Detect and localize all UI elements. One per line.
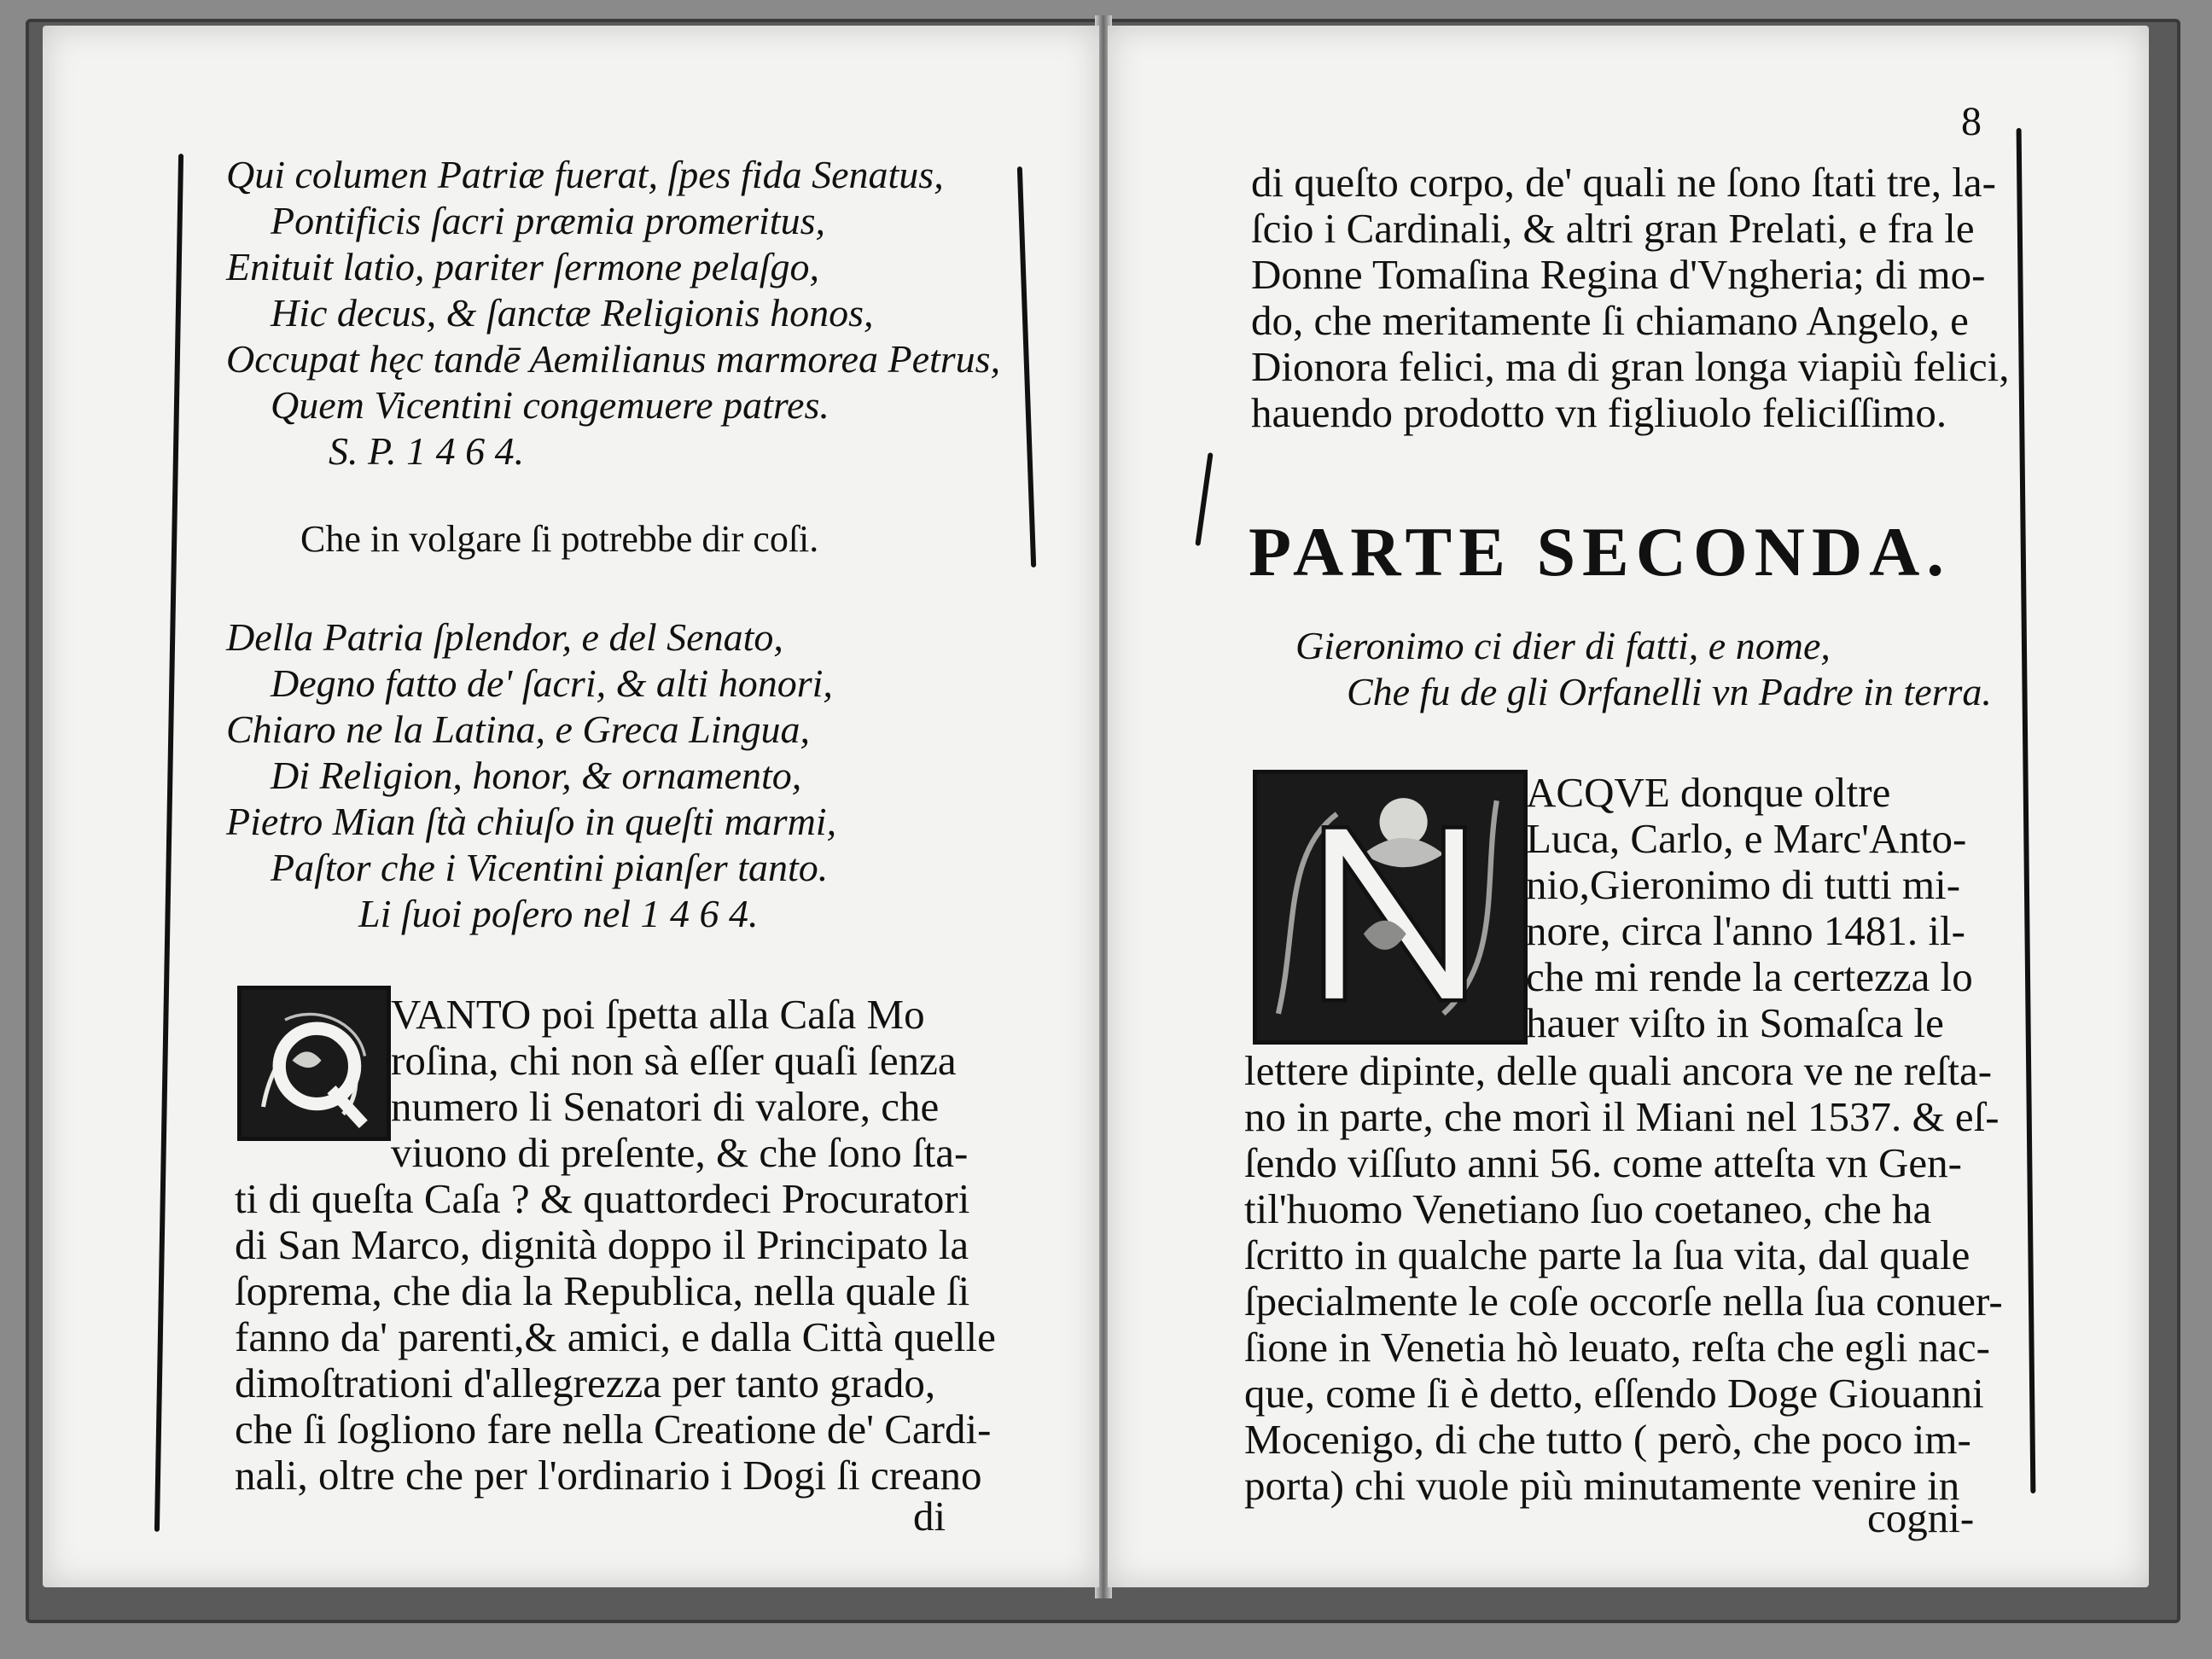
text-line: di San Marco, dignità doppo il Principato la	[235, 1221, 969, 1268]
drop-cap-n	[1253, 770, 1528, 1045]
text-line: ſcritto in qualche parte la ſua vita, dal quale	[1244, 1231, 1970, 1278]
text-line: Enituit latio, pariter ſermone pelaſgo,	[226, 245, 820, 288]
text-line: nali, oltre che per l'ordinario i Dogi ſi creano	[235, 1452, 982, 1499]
text-line: Luca, Carlo, e Marc'Anto-	[1526, 815, 1967, 862]
left-page	[43, 26, 1099, 1587]
text-line: VANTO poi ſpetta alla Caſa Mo	[391, 991, 925, 1038]
margin-pen-mark-left	[154, 154, 183, 1532]
text-line: numero li Senatori di valore, che	[391, 1083, 940, 1130]
text-line: nore, circa l'anno 1481. il-	[1526, 907, 1965, 954]
text-line: porta) chi vuole più minutamente venire in	[1244, 1462, 1960, 1509]
text-line: do, che meritamente ſi chiamano Angelo, e	[1251, 297, 1969, 344]
text-line: no in parte, che morì il Miani nel 1537. & eſ-	[1244, 1093, 2000, 1140]
text-line: Qui columen Patriæ fuerat, ſpes fida Senatus,	[226, 153, 944, 196]
text-line: Paſtor che i Vicentini pianſer tanto.	[271, 846, 829, 889]
text-line: ſpecialmente le coſe occorſe nella ſua conuer-	[1244, 1278, 2003, 1324]
right-page	[1108, 26, 2149, 1587]
text-line: Li ſuoi poſero nel 1 4 6 4.	[358, 892, 759, 935]
text-line: dimoſtrationi d'allegrezza per tanto grado,	[235, 1359, 936, 1406]
text-line: Dionora felici, ma di gran longa viapiù felici,	[1251, 343, 2010, 390]
text-line: roſina, chi non sà eſſer quaſi ſenza	[391, 1037, 957, 1084]
text-line: ſcio i Cardinali, & altri gran Prelati, e fra le	[1251, 205, 1975, 252]
text-line: nio,Gieronimo di tutti mi-	[1526, 861, 1961, 908]
text-line: Chiaro ne la Latina, e Greca Lingua,	[226, 707, 811, 751]
text-line: di queſto corpo, de' quali ne ſono ſtati tre, la-	[1251, 159, 1996, 206]
margin-pen-mark-right	[2017, 128, 2036, 1493]
text-line: hauendo prodotto vn figliuolo feliciſſimo.	[1251, 389, 1947, 436]
ornate-q-icon	[242, 990, 387, 1137]
text-line: Donne Tomaſina Regina d'Vngheria; di mo-	[1251, 251, 1986, 298]
text-line: ſione in Venetia hò leuato, reſta che egli nac-	[1244, 1324, 1990, 1371]
drop-cap-q	[237, 986, 391, 1141]
catchword: di	[913, 1493, 946, 1540]
margin-pen-mark-left	[1195, 452, 1213, 546]
intro-volgare: Che in volgare ſi potrebbe dir coſi.	[300, 518, 819, 560]
page-number: 8	[1961, 99, 1982, 144]
section-heading: PARTE SECONDA.	[1249, 513, 1951, 591]
text-line: que, come ſi è detto, eſſendo Doge Giouanni	[1244, 1370, 1984, 1417]
text-line: til'huomo Venetiano ſuo coetaneo, che ha	[1244, 1185, 1932, 1232]
text-line: Degno fatto de' ſacri, & alti honori,	[271, 661, 833, 705]
text-line: ACQVE donque oltre	[1526, 769, 1891, 816]
text-line: Pietro Mian ſtà chiuſo in queſti marmi,	[226, 800, 837, 843]
text-line: ſendo viſſuto anni 56. come atteſta vn Gen-	[1244, 1139, 1962, 1186]
text-line: Occupat hęc tandē Aemilianus marmorea Petrus,	[226, 337, 1001, 381]
text-line: lettere dipinte, delle quali ancora ve ne reſta-	[1244, 1047, 1993, 1094]
text-line: Hic decus, & ſanctæ Religionis honos,	[271, 291, 874, 335]
text-line: che ſi ſogliono fare nella Creatione de' Cardi-	[235, 1406, 992, 1452]
text-line: Che fu de gli Orfanelli vn Padre in terra.	[1347, 670, 1992, 713]
text-line: ti di queſta Caſa ? & quattordeci Procuratori	[235, 1175, 970, 1222]
text-line: fanno da' parenti,& amici, e dalla Città quelle	[235, 1313, 996, 1360]
text-line: Quem Vicentini congemuere patres.	[271, 383, 830, 427]
text-line: che mi rende la certezza lo	[1526, 953, 1973, 1000]
text-line: Gieronimo ci dier di fatti, e nome,	[1295, 624, 1831, 667]
text-line: S. P. 1 4 6 4.	[329, 429, 525, 473]
catchword: cogni-	[1867, 1494, 1975, 1541]
margin-pen-mark-right	[1017, 166, 1036, 568]
text-line: viuono di preſente, & che ſono ſta-	[391, 1129, 969, 1176]
text-line: Mocenigo, di che tutto ( però, che poco im-	[1244, 1416, 1971, 1463]
text-line: Della Patria ſplendor, e del Senato,	[226, 615, 783, 659]
text-line: Di Religion, honor, & ornamento,	[271, 754, 802, 797]
text-line: hauer viſto in Somaſca le	[1526, 999, 1944, 1046]
ornate-n-icon	[1257, 774, 1523, 1040]
text-line: ſoprema, che dia la Republica, nella quale ſi	[235, 1267, 970, 1314]
text-line: Pontificis ſacri præmia promeritus,	[271, 199, 825, 242]
